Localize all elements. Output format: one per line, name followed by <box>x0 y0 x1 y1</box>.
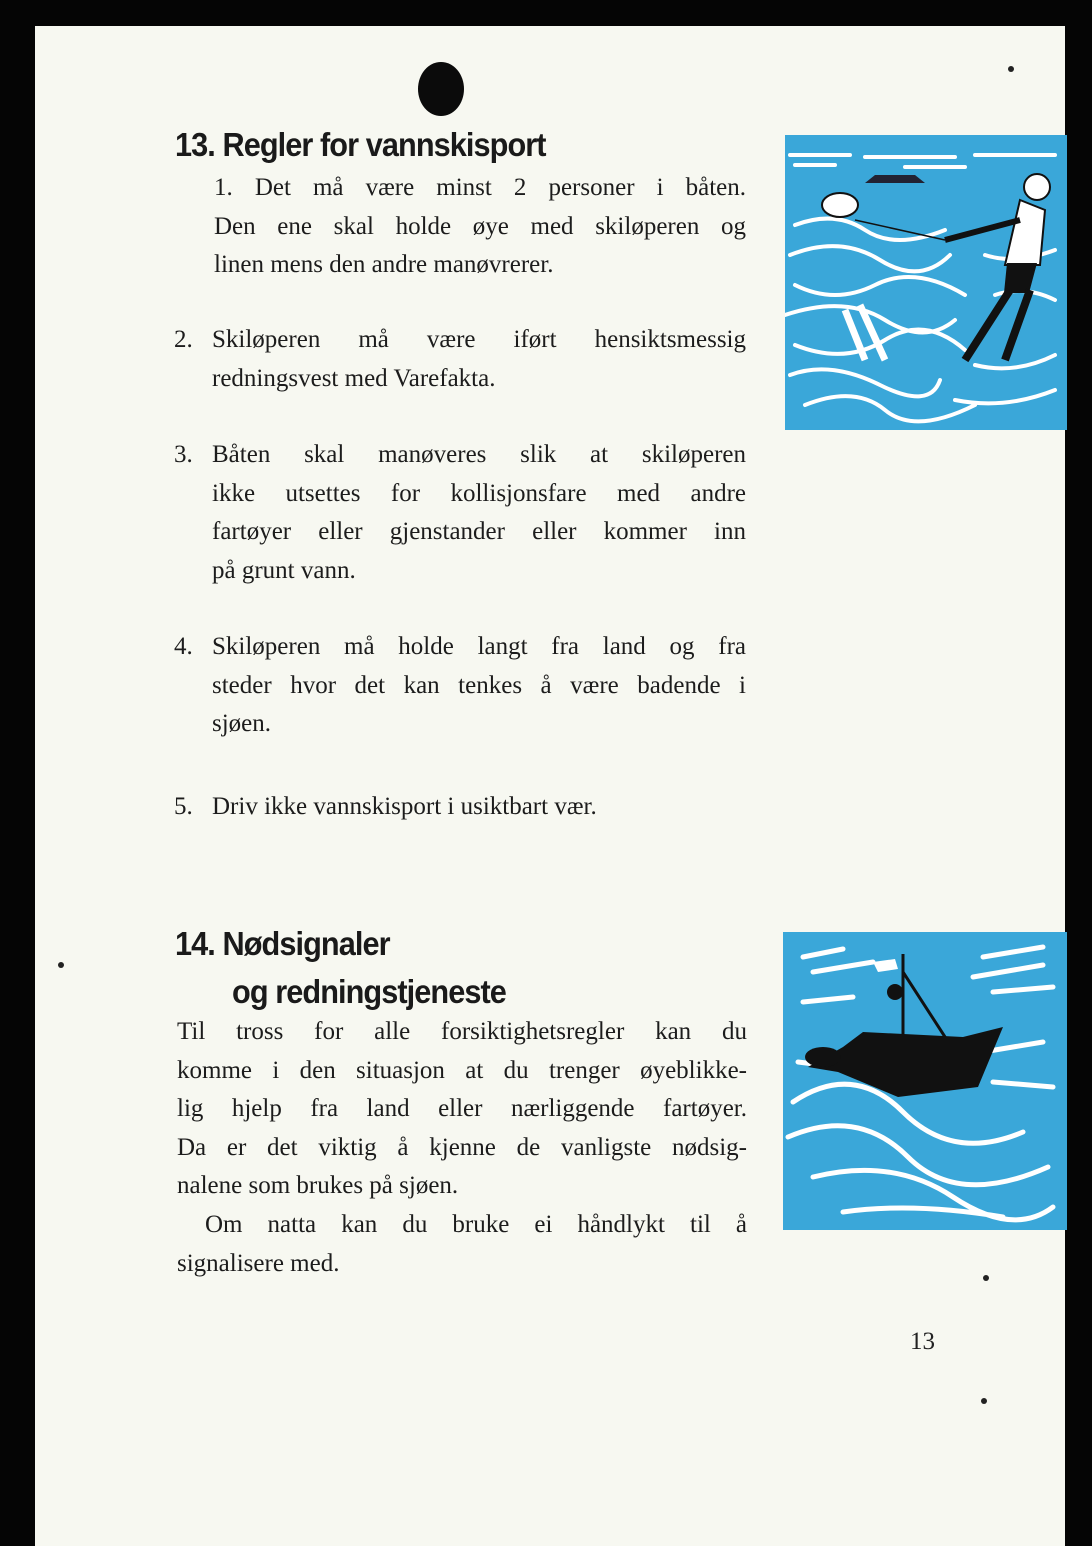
text-line: redningsvest med Varefakta. <box>212 364 496 392</box>
scan-speck <box>983 1275 989 1281</box>
text-line: 1. Det må være minst 2 personer i båten. <box>214 174 746 201</box>
boat-in-storm-illustration <box>783 932 1067 1230</box>
section-13-heading: 13. Regler for vannskisport <box>175 126 546 163</box>
rule-item <box>174 436 746 590</box>
scan-speck <box>1008 66 1014 72</box>
text-line: Driv ikke vannskisport i usiktbart vær. <box>212 793 597 820</box>
text-line: Om natta kan du bruke ei håndlykt til å <box>205 1211 747 1238</box>
text-line: Til tross for alle forsiktighetsregler kan du <box>177 1018 747 1045</box>
section-14-heading-line1: 14. Nødsignaler <box>175 925 390 962</box>
punch-hole-blot <box>418 62 464 116</box>
text-line: komme i den situasjon at du trenger øyeblikke- <box>177 1056 747 1084</box>
text-line: Da er det viktig å kjenne de vanligste nødsig- <box>177 1133 747 1161</box>
rule-number: 5. <box>174 793 193 820</box>
text-line: signalisere med. <box>177 1249 340 1277</box>
text-line: nalene som brukes på sjøen. <box>177 1172 459 1199</box>
text-line: linen mens den andre manøvrerer. <box>214 251 554 278</box>
rule-number: 3. <box>174 441 193 468</box>
rule-item <box>174 788 746 827</box>
scan-speck <box>58 962 64 968</box>
text-line: Den ene skal holde øye med skiløperen og <box>214 212 746 240</box>
page-number: 13 <box>910 1328 935 1355</box>
waterskier-illustration <box>785 135 1067 430</box>
text-line: ikke utsettes for kollisjonsfare med andre <box>212 479 746 507</box>
rule-number: 4. <box>174 633 193 660</box>
text-line: steder hvor det kan tenkes å være badende i <box>212 671 746 699</box>
rule-item <box>214 169 746 285</box>
section-14-heading-line2: og redningstjeneste <box>232 973 506 1010</box>
scan-speck <box>981 1398 987 1404</box>
text-line: sjøen. <box>212 710 272 737</box>
text-line: Skiløperen må holde langt fra land og fra <box>212 633 746 660</box>
text-line: lig hjelp fra land eller nærliggende fartøyer. <box>177 1095 747 1122</box>
rule-item <box>174 628 746 744</box>
text-line: Skiløperen må være iført hensiktsmessig <box>212 326 746 353</box>
text-line: på grunt vann. <box>212 556 356 584</box>
section-14-paragraph-2 <box>177 1206 747 1283</box>
text-line: fartøyer eller gjenstander eller kommer inn <box>212 518 746 545</box>
rule-number: 2. <box>174 326 193 353</box>
rule-item <box>174 321 746 398</box>
section-14-paragraph-1 <box>177 1013 747 1206</box>
text-line: Båten skal manøveres slik at skiløperen <box>212 441 746 468</box>
